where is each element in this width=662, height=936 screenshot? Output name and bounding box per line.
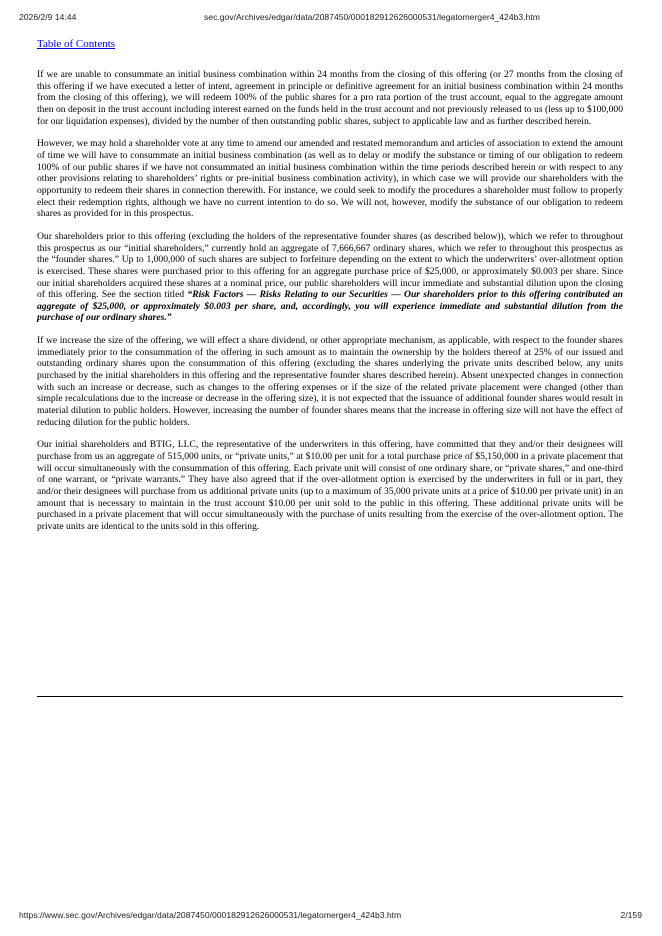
- paragraph-private-units: Our initial shareholders and BTIG, LLC, the representative of the underwriters in this offering, have committed that they and/or their designees will purchase from us an aggregate of 515,000 units, or “private units,” at $10.00 per unit for a total purchase price of $5,150,000 in a private placement that will occur simultaneously with the consummation of this offering. Each private unit will consist of one ordinary share, or “private shares,” and one-third of one warrant, or “private warrants.” They have also agreed that if the over-allotment option is exercised by the underwriters in full or in part, they and/or their designees will purchase from us additional private units (up to a maximum of 35,000 private units at a price of $10.00 per private unit) in an amount that is necessary to maintain in the trust account $10.00 per unit sold to the public in this offering. These additional private units will be purchased in a private placement that will occur simultaneously with the purchase of units resulting from the exercise of the over-allotment option. The private units are identical to the units sold in this offering.: [37, 439, 623, 532]
- paragraph-redemption: If we are unable to consummate an initial business combination within 24 months from the closing of this offering (or 27 months from the closing of this offering if we have executed a letter of intent, agreement in principle or definitive agreement for an initial business combination within 24 months from the closing of this offering), we will redeem 100% of the public shares for a pro rata portion of the trust account, equal to the aggregate amount then on deposit in the trust account including interest earned on the funds held in the trust account and not previously released to us (less up to $100,000 for our liquidation expenses), divided by the number of then outstanding public shares, subject to applicable law and as further described herein.: [37, 69, 623, 127]
- risk-factor-reference: “Risk Factors — Risks Relating to our Securities — Our shareholders prior to this offering contributed an aggregate of $25,000, or approximately $0.003 per share, and, accordingly, you will experience immediate and substantial dilution from the purchase of our ordinary shares.”: [37, 289, 623, 324]
- founder-shares-text: Our shareholders prior to this offering (excluding the holders of the representative founder shares (as described below)), which we refer to throughout this prospectus as our “initial shareholders,” currently hold an aggregate of 7,666,667 ordinary shares, which we refer to throughout this prospectus as the “founder shares.” Up to 1,000,000 of such shares are subject to forfeiture depending on the extent to which the underwriters’ over-allotment option is exercised. These shares were purchased prior to this offering for an aggregate purchase price of $25,000, or approximately $0.003 per share. Since our initial shareholders acquired these shares at a nominal price, our public shareholders will incur immediate and substantial dilution upon the closing of this offering. See the section titled: [37, 230, 623, 301]
- paragraph-offering-size: If we increase the size of the offering, we will effect a share dividend, or other appropriate mechanism, as applicable, with respect to the founder shares immediately prior to the consummation of the offering in such amount as to maintain the ownership by the holders thereof at 25% of our issued and outstanding ordinary shares upon the consummation of this offering (excluding the shares underlying the private units described below, any units purchased by the initial shareholders in this offering and the representative founder shares described herein). Absent unexpected changes in connection with such an increase or decrease, such as changes to the offering expenses or if the size of the related private placement were changed (other than simple recalculations due to the increase or decrease in the offering size), it is not expected that the issuance of additional founder shares would result in material dilution to public holders. However, increasing the number of founder shares means that the increase in offering size will not have the effect of reducing dilution for the public holders.: [37, 335, 623, 428]
- print-header-url: sec.gov/Archives/edgar/data/2087450/000182912626000531/legatomerger4_424b3.htm: [204, 12, 540, 22]
- print-footer-url: https://www.sec.gov/Archives/edgar/data/2087450/000182912626000531/legatomerger4_424b3.htm: [19, 910, 402, 920]
- print-header: [19, 12, 642, 24]
- table-of-contents-link[interactable]: Table of Contents: [37, 38, 116, 50]
- page-divider: [37, 696, 623, 697]
- page-number: 2/159: [620, 910, 642, 920]
- paragraph-shareholder-vote: However, we may hold a shareholder vote at any time to amend our amended and restated memorandum and articles of association to extend the amount of time we will have to consummate an initial business combination (as well as to delay or modify the substance or timing of our obligation to redeem 100% of our public shares if we have not consummated an initial business combination within the time periods described herein or with respect to any other provisions relating to shareholders’ rights or pre-initial business combination activity), in which case we will provide our shareholders with the opportunity to redeem their shares in connection therewith. For instance, we could seek to modify the procedures a shareholder must follow to properly elect their redemption rights, although we have no current intention to do so. We will not, however, modify the substance of our obligation to redeem shares as provided for in this prospectus.: [37, 138, 623, 220]
- document-body: [37, 69, 623, 544]
- print-datetime: 2026/2/9 14:44: [19, 12, 77, 22]
- print-footer: [19, 910, 642, 922]
- paragraph-founder-shares: [37, 231, 623, 324]
